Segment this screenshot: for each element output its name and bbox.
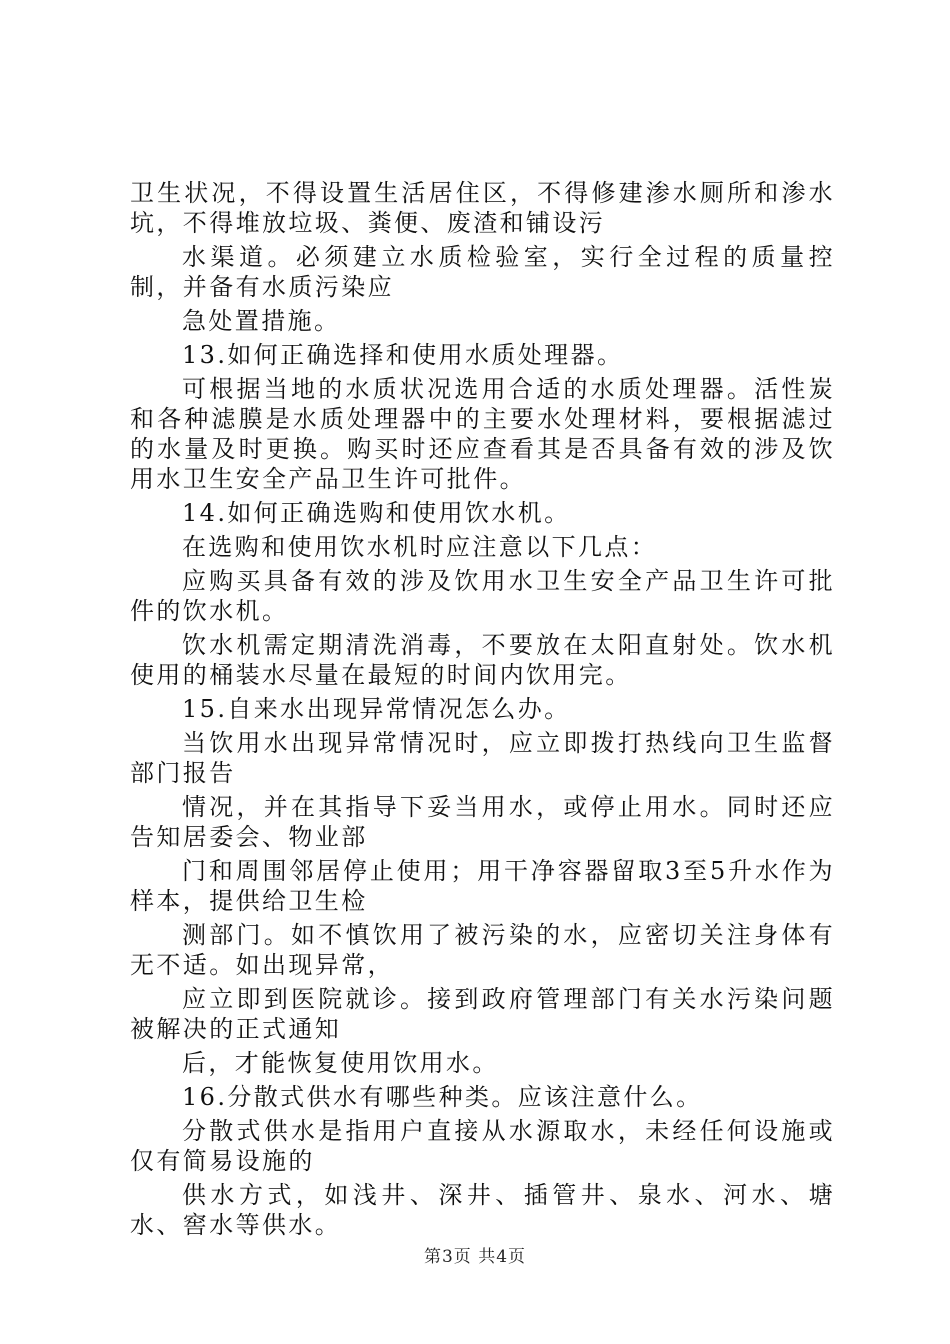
paragraph: 供水方式，如浅井、深井、插管井、泉水、河水、塘水、窖水等供水。 — [130, 1181, 835, 1239]
paragraph: 测部门。如不慎饮用了被污染的水，应密切关注身体有无不适。如出现异常， — [130, 921, 835, 979]
section-heading: 15.自来水出现异常情况怎么办。 — [182, 695, 571, 723]
paragraph: 当饮用水出现异常情况时，应立即拨打热线向卫生监督部门报告 — [130, 729, 835, 787]
paragraph: 可根据当地的水质状况选用合适的水质处理器。活性炭和各种滤膜是水质处理器中的主要水处理材料，要根据滤过的水量及时更换。购买时还应查看其是否具备有效的涉及饮用水卫生安全产品卫生许可批件。 — [130, 375, 835, 493]
paragraph: 情况，并在其指导下妥当用水，或停止用水。同时还应告知居委会、物业部 — [130, 793, 835, 851]
paragraph: 门和周围邻居停止使用；用干净容器留取3至5升水作为样本，提供给卫生检 — [130, 857, 835, 915]
paragraph: 急处置措施。 — [182, 307, 341, 335]
paragraph: 卫生状况，不得设置生活居住区，不得修建渗水厕所和渗水坑，不得堆放垃圾、粪便、废渣和铺设污 — [130, 179, 835, 237]
section-heading: 14.如何正确选购和使用饮水机。 — [182, 499, 571, 527]
document-body — [130, 178, 835, 1240]
paragraph: 水渠道。必须建立水质检验室，实行全过程的质量控制，并备有水质污染应 — [130, 243, 835, 301]
section-heading: 13.如何正确选择和使用水质处理器。 — [182, 341, 624, 369]
section-heading: 16.分散式供水有哪些种类。应该注意什么。 — [182, 1083, 703, 1111]
paragraph: 应购买具备有效的涉及饮用水卫生安全产品卫生许可批件的饮水机。 — [130, 567, 835, 625]
paragraph: 应立即到医院就诊。接到政府管理部门有关水污染问题被解决的正式通知 — [130, 985, 835, 1043]
paragraph: 饮水机需定期清洗消毒，不要放在太阳直射处。饮水机使用的桶装水尽量在最短的时间内饮用完。 — [130, 631, 835, 689]
page-number-footer: 第3页 共4页 — [423, 1247, 527, 1267]
paragraph: 分散式供水是指用户直接从水源取水，未经任何设施或仅有简易设施的 — [130, 1117, 835, 1175]
paragraph: 在选购和使用饮水机时应注意以下几点： — [182, 533, 658, 561]
paragraph: 后，才能恢复使用饮用水。 — [182, 1049, 499, 1077]
